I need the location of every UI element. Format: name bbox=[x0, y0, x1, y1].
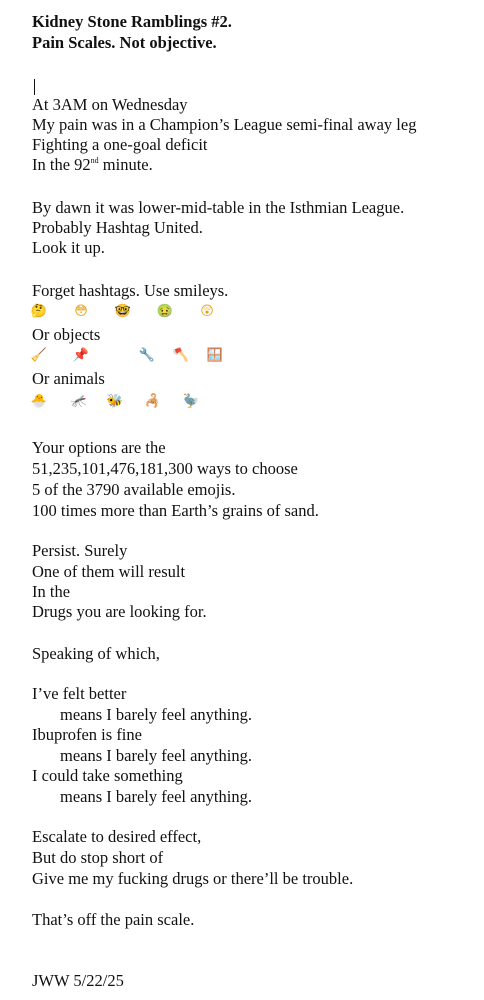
stanza-5-line-3: In the bbox=[32, 582, 71, 601]
stanza-8-line-2: But do stop short of bbox=[32, 848, 164, 867]
stanza-8-line-3: Give me my fucking drugs or there’ll be trouble. bbox=[32, 869, 354, 888]
honeybee-icon: 🐝 bbox=[106, 394, 124, 409]
stanza-1-line-2: My pain was in a Champion’s League semi-final away leg bbox=[32, 115, 417, 134]
window-icon: 🪟 bbox=[206, 348, 224, 363]
stanza-7-line-4: means I barely feel anything. bbox=[60, 746, 252, 765]
pushpin-icon: 📌 bbox=[72, 348, 90, 363]
stanza-2-line-3: Look it up. bbox=[32, 238, 105, 257]
stanza-6-line-1: Speaking of which, bbox=[32, 644, 160, 663]
stanza-8-line-1: Escalate to desired effect, bbox=[32, 827, 202, 846]
stanza-2-line-2: Probably Hashtag United. bbox=[32, 218, 203, 237]
mosquito-icon: 🦟 bbox=[70, 394, 88, 409]
axe-icon: 🪓 bbox=[172, 348, 190, 363]
dodo-icon: 🦤 bbox=[182, 394, 200, 409]
nerd-face-icon: 🤓 bbox=[114, 304, 132, 319]
stanza-4-line-1: Your options are the bbox=[32, 438, 166, 457]
text-cursor bbox=[34, 79, 35, 95]
stanza-3-line-3: Or animals bbox=[32, 369, 105, 388]
animal-emoji-row bbox=[32, 392, 452, 412]
astonished-face-icon: 😲 bbox=[200, 304, 214, 319]
stanza-7-line-6: means I barely feel anything. bbox=[60, 787, 252, 806]
stanza-7-line-5: I could take something bbox=[32, 766, 183, 785]
flushed-face-icon: 😳 bbox=[74, 304, 88, 319]
stanza-7-line-3: Ibuprofen is fine bbox=[32, 725, 142, 744]
object-emoji-row bbox=[32, 346, 452, 366]
stanza-1-line-4 bbox=[32, 155, 153, 175]
stanza-5-line-4: Drugs you are looking for. bbox=[32, 602, 207, 621]
stanza-1-line-4-end: minute. bbox=[98, 155, 153, 174]
poem-title-line-2: Pain Scales. Not objective. bbox=[32, 33, 217, 52]
nauseated-face-icon: 🤢 bbox=[156, 304, 174, 319]
stanza-3-line-2: Or objects bbox=[32, 325, 101, 344]
stanza-5-line-1: Persist. Surely bbox=[32, 541, 128, 560]
ordinal-suffix: nd bbox=[90, 156, 99, 165]
stanza-9-line-1: That’s off the pain scale. bbox=[32, 910, 195, 929]
scorpion-icon: 🦂 bbox=[144, 394, 162, 409]
stanza-5-line-2: One of them will result bbox=[32, 562, 186, 581]
stanza-1-line-3: Fighting a one-goal deficit bbox=[32, 135, 208, 154]
stanza-1-line-1: At 3AM on Wednesday bbox=[32, 95, 188, 114]
broom-icon: 🧹 bbox=[30, 348, 48, 363]
stanza-4-line-2: 51,235,101,476,181,300 ways to choose bbox=[32, 459, 298, 478]
stanza-1-line-4-text: In the 92 bbox=[32, 155, 91, 174]
poem-title-line-1: Kidney Stone Ramblings #2. bbox=[32, 12, 232, 31]
stanza-3-line-1: Forget hashtags. Use smileys. bbox=[32, 281, 229, 300]
smiley-emoji-row bbox=[32, 302, 452, 322]
stanza-7-line-1: I’ve felt better bbox=[32, 684, 127, 703]
stanza-4-line-3: 5 of the 3790 available emojis. bbox=[32, 480, 236, 499]
stanza-4-line-4: 100 times more than Earth’s grains of sand. bbox=[32, 501, 319, 520]
stanza-7-line-2: means I barely feel anything. bbox=[60, 705, 252, 724]
hatching-chick-icon: 🐣 bbox=[30, 394, 48, 409]
wrench-icon: 🔧 bbox=[138, 348, 156, 363]
thinking-face-icon: 🤔 bbox=[30, 304, 48, 319]
stanza-2-line-1: By dawn it was lower-mid-table in the Isthmian League. bbox=[32, 198, 405, 217]
signature: JWW 5/22/25 bbox=[32, 971, 124, 990]
